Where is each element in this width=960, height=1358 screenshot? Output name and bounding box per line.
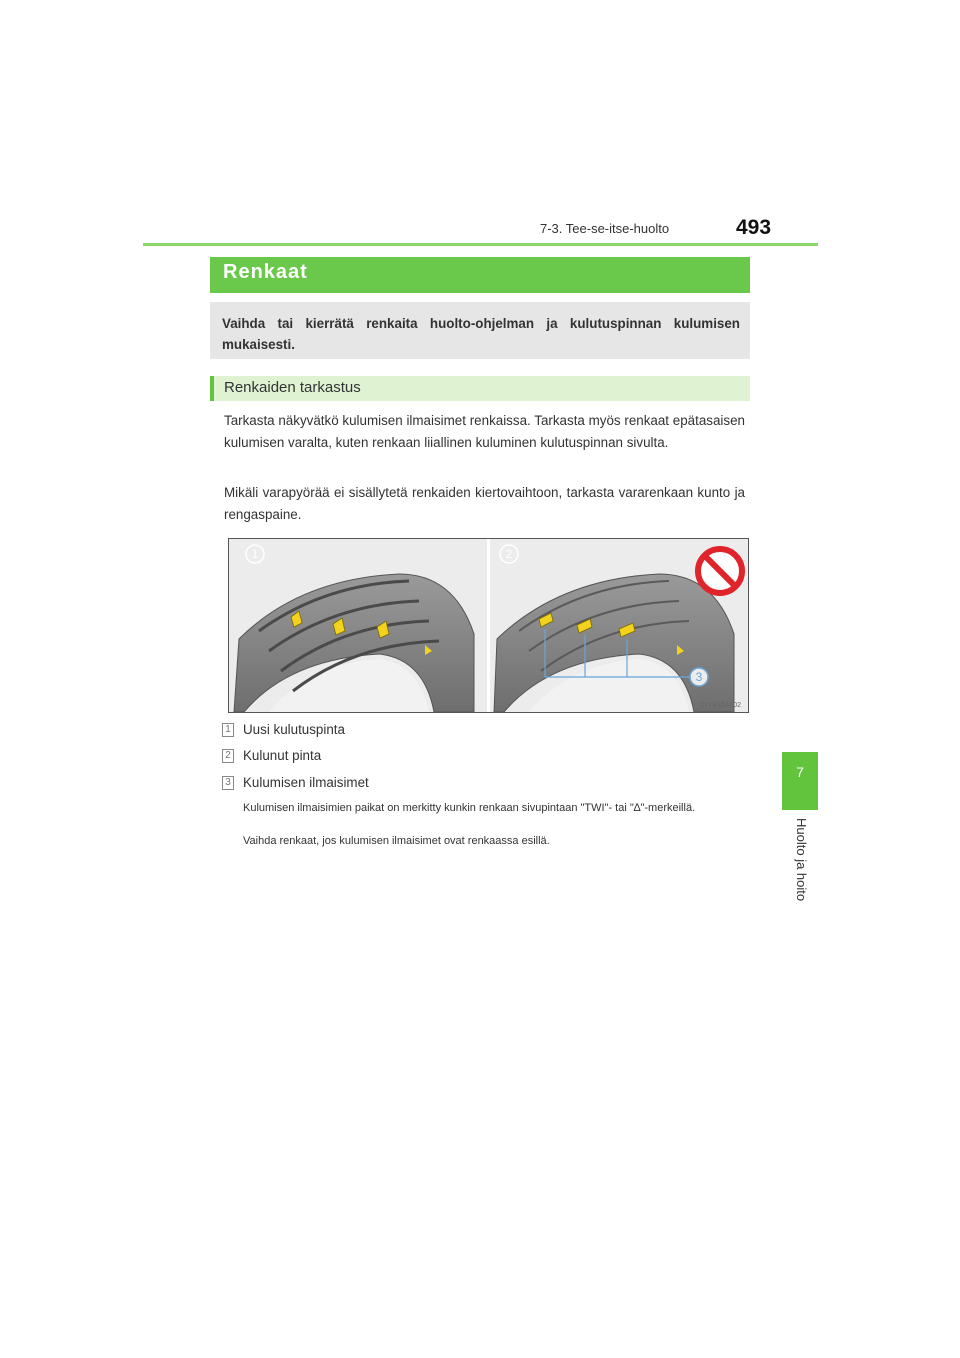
body-paragraph-1: Tarkasta näkyvätkö kulumisen ilmaisimet renkaissa. Tarkasta myös renkaat epätasaisen kulumisen varalta, kuten renkaan liiallinen kuluminen kulutuspinnan sivulta. xyxy=(224,413,745,450)
legend-text-3: Kulumisen ilmaisimet xyxy=(243,775,369,790)
tire-wear-figure xyxy=(228,538,749,713)
figure-code: CLY63ZA002 xyxy=(699,702,741,709)
note-1: Kulumisen ilmaisimien paikat on merkitty kunkin renkaan sivupintaan "TWI"- tai "∆"-merkeillä. xyxy=(243,802,696,814)
tire-worn-tread-illustration xyxy=(494,574,734,712)
header-divider xyxy=(143,243,818,246)
callout-3: 3 xyxy=(695,670,703,684)
callout-1: 1 xyxy=(251,547,259,561)
body-paragraph-2: Mikäli varapyörää ei sisällytetä renkaiden kiertovaihtoon, tarkasta vararenkaan kunto ja rengaspaine. xyxy=(224,485,745,522)
section-title: Renkaat xyxy=(223,261,308,283)
legend-text-1: Uusi kulutuspinta xyxy=(243,722,345,737)
panel-divider xyxy=(487,539,490,712)
header-section-title: 7-3. Tee-se-itse-huolto xyxy=(540,221,670,236)
callout-2: 2 xyxy=(505,547,513,561)
chapter-tab[interactable]: 7 xyxy=(782,752,818,810)
note-2: Vaihda renkaat, jos kulumisen ilmaisimet ovat renkaassa esillä. xyxy=(243,835,550,847)
legend-number-1: 1 xyxy=(222,723,234,737)
legend-number-3: 3 xyxy=(222,776,234,790)
legend-number-2: 2 xyxy=(222,749,234,763)
page-number: 493 xyxy=(736,216,772,239)
tire-new-tread-illustration xyxy=(234,574,474,712)
chapter-label: Huolto ja hoito xyxy=(794,818,809,902)
prohibition-icon xyxy=(698,549,742,593)
subsection-accent xyxy=(210,376,214,401)
section-title-bar xyxy=(210,257,750,293)
intro-text: Vaihda tai kierrätä renkaita huolto-ohjelman ja kulutuspinnan kulumisen mukaisesti. xyxy=(222,316,740,352)
intro-box xyxy=(210,302,750,359)
subsection-title: Renkaiden tarkastus xyxy=(224,379,361,396)
subsection-header xyxy=(210,376,750,401)
legend-text-2: Kulunut pinta xyxy=(243,748,322,763)
